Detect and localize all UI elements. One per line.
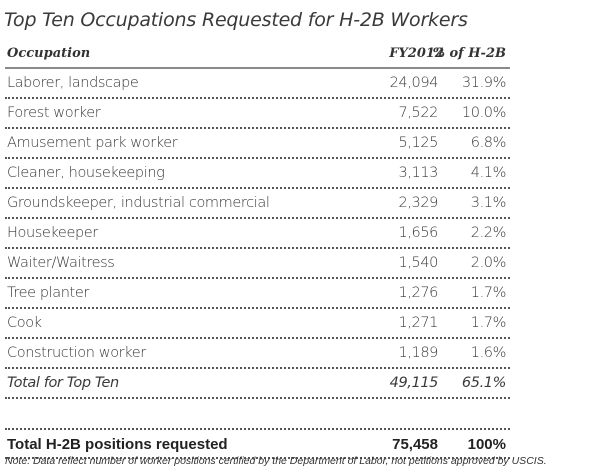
table-row [5,249,510,279]
percent-cell: 2.0% [470,255,506,271]
header-fy2012: FY2012 [389,46,444,61]
percent-cell: 4.1% [470,165,506,181]
grand-total-pct: 100% [467,436,506,453]
occupation-cell: Housekeeper [7,225,98,241]
top-ten-total-label: Total for Top Ten [7,375,119,391]
top-ten-total-fy2012: 49,115 [389,375,438,391]
fy2012-cell: 1,271 [398,315,438,331]
spacer-row [5,399,510,430]
occupations-table [5,44,510,459]
occupation-cell: Cook [7,315,42,331]
occupation-cell: Cleaner, housekeeping [7,165,165,181]
percent-cell: 1.7% [470,285,506,301]
table-row [5,309,510,339]
top-ten-total-pct: 65.1% [461,375,506,391]
fy2012-cell: 7,522 [398,105,438,121]
table-title: Top Ten Occupations Requested for H-2B Workers [4,9,468,31]
percent-cell: 3.1% [470,195,506,211]
occupation-cell: Groundskeeper, industrial commercial [7,195,270,211]
grand-total-fy2012: 75,458 [392,436,438,453]
occupation-cell: Tree planter [7,285,89,301]
occupation-cell: Laborer, landscape [7,75,139,91]
percent-cell: 31.9% [461,75,506,91]
occupation-cell: Waiter/Waitress [7,255,115,271]
fy2012-cell: 5,125 [398,135,438,151]
table-row [5,279,510,309]
table-row [5,69,510,99]
top-ten-total-row [5,369,510,399]
grand-total-label: Total H-2B positions requested [7,436,228,453]
fy2012-cell: 1,276 [398,285,438,301]
fy2012-cell: 1,656 [398,225,438,241]
percent-cell: 10.0% [461,105,506,121]
occupation-cell: Forest worker [7,105,101,121]
fy2012-cell: 2,329 [398,195,438,211]
table-row [5,219,510,249]
percent-cell: 1.7% [470,315,506,331]
table-row [5,99,510,129]
header-percent: % of H-2B [432,46,506,61]
fy2012-cell: 3,113 [398,165,438,181]
header-occupation: Occupation [7,46,91,61]
occupation-cell: Construction worker [7,345,146,361]
footnote: Note: Data reflect number of worker positions certified by the Department of Labor, not petitions approved by USCIS. [5,455,547,467]
table-row [5,189,510,219]
fy2012-cell: 1,189 [398,345,438,361]
fy2012-cell: 24,094 [389,75,438,91]
table-header [5,44,510,69]
table-row [5,159,510,189]
fy2012-cell: 1,540 [398,255,438,271]
percent-cell: 2.2% [470,225,506,241]
table-row [5,129,510,159]
percent-cell: 1.6% [470,345,506,361]
percent-cell: 6.8% [470,135,506,151]
occupation-cell: Amusement park worker [7,135,178,151]
table-row [5,339,510,369]
